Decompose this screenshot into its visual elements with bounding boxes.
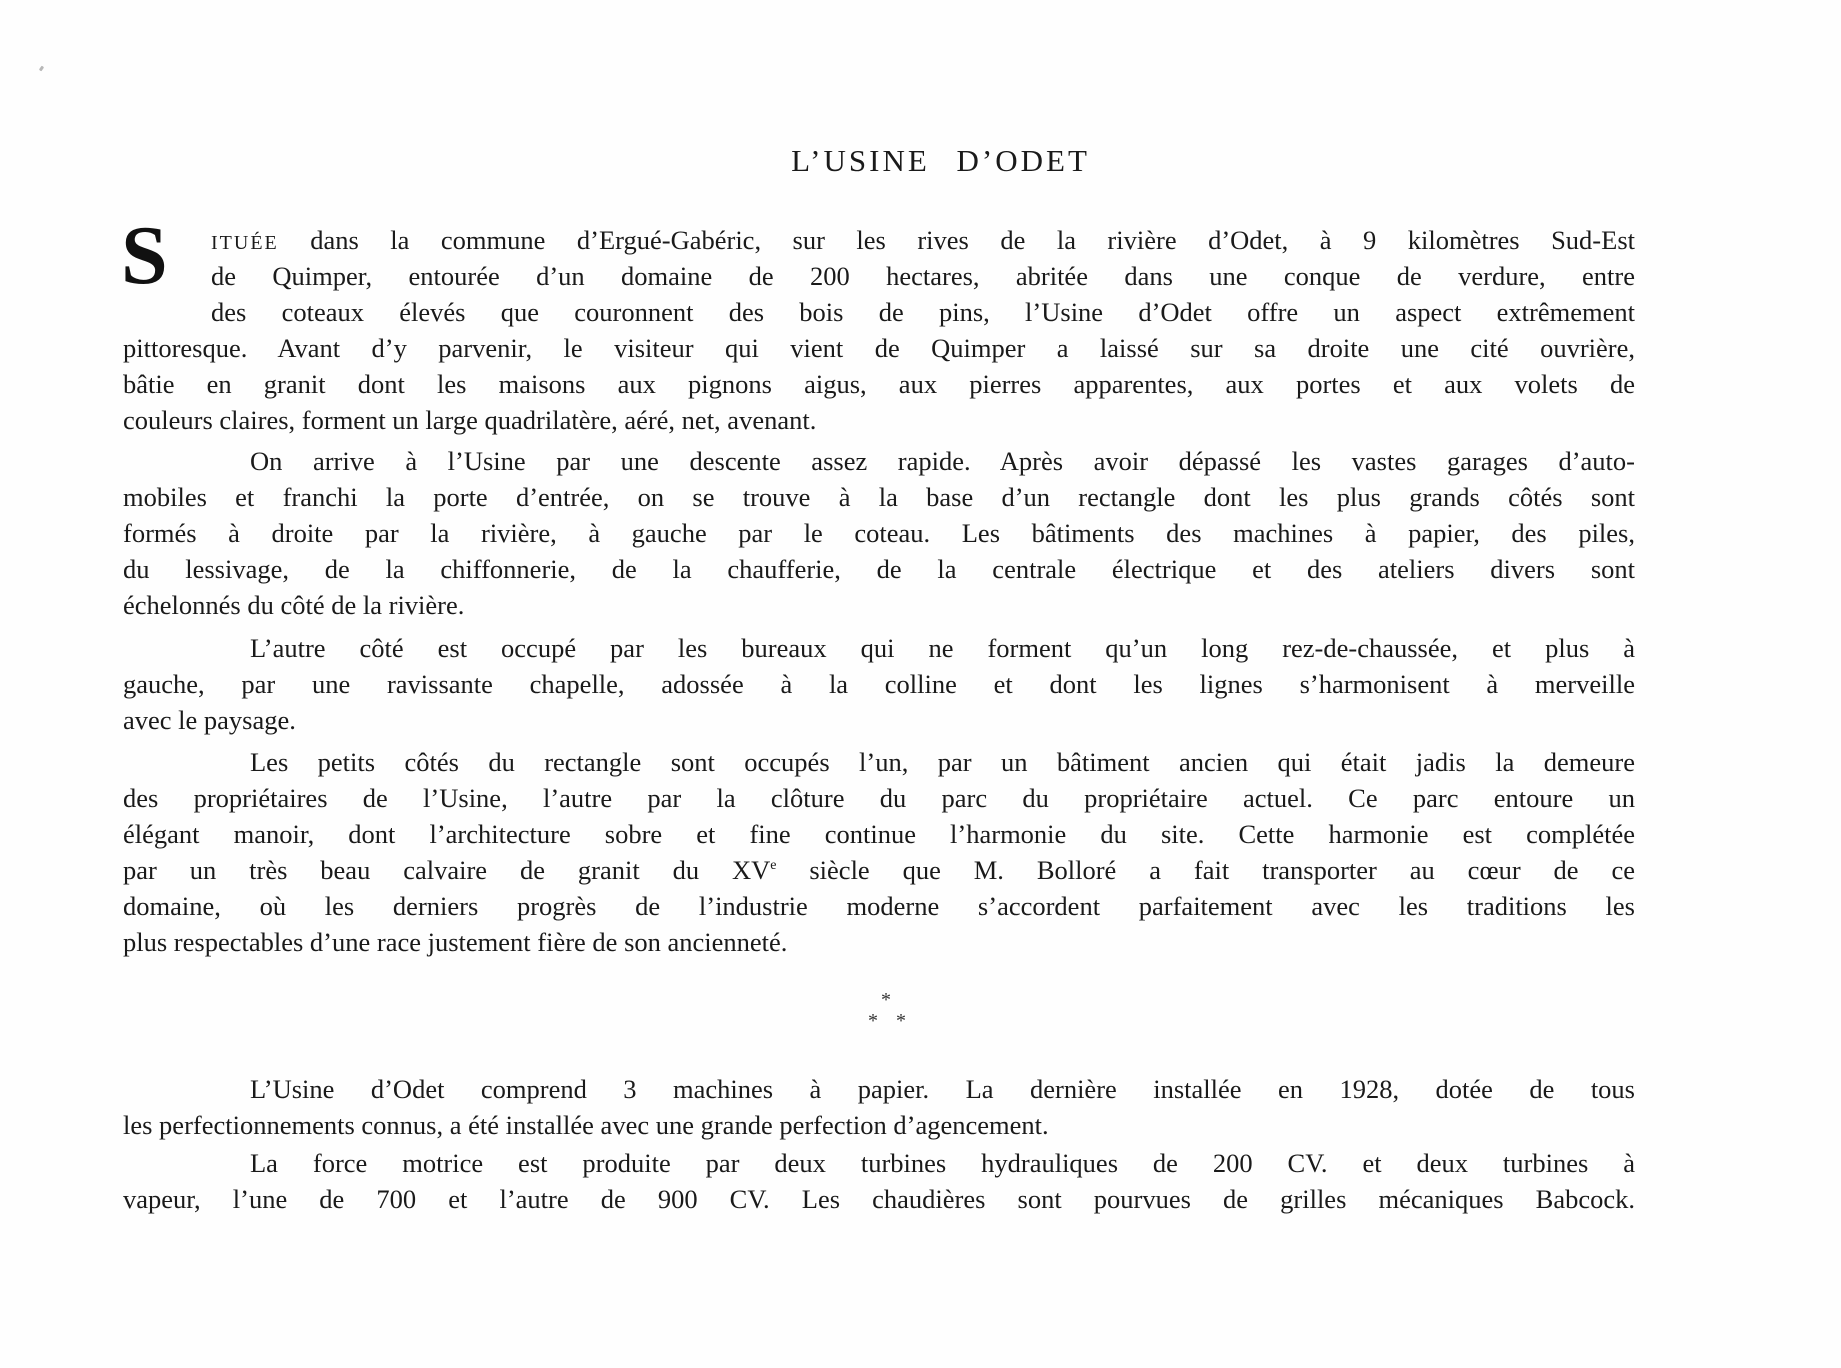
paragraph-line: du lessivage, de la chiffonnerie, de la chaufferie, de la centrale électrique et des ateliers divers sont [123, 554, 1635, 584]
paragraph-line: vapeur, l’une de 700 et l’autre de 900 CV. Les chaudières sont pourvues de grilles mécaniques Babcock. [123, 1184, 1635, 1214]
page-title: L’USINE D’ODET [791, 143, 1090, 178]
paragraph-line: de Quimper, entourée d’un domaine de 200 hectares, abritée dans une conque de verdure, entre [211, 261, 1635, 291]
paragraph-line: les perfectionnements connus, a été installée avec une grande perfection d’agencement. [123, 1110, 1049, 1140]
paragraph-line: Les petits côtés du rectangle sont occupés l’un, par un bâtiment ancien qui était jadis la demeure [250, 747, 1635, 777]
paragraph-line: couleurs claires, forment un large quadrilatère, aéré, net, avenant. [123, 405, 817, 435]
line-text: par un très beau calvaire de granit du XV [123, 855, 771, 885]
paragraph-5 [123, 1071, 1635, 1143]
paragraph-line [123, 222, 1635, 258]
paragraph-line: domaine, où les derniers progrès de l’industrie moderne s’accordent parfaitement avec les traditions les [123, 891, 1635, 921]
asterisk: * [896, 1010, 906, 1032]
asterisk: * [868, 1010, 878, 1032]
paragraph-line: plus respectables d’une race justement fière de son ancienneté. [123, 927, 788, 957]
paragraph-line: des coteaux élevés que couronnent des bois de pins, l’Usine d’Odet offre un aspect extrêmement [211, 297, 1635, 327]
line-text: siècle que M. Bolloré a fait transporter au cœur de ce [776, 855, 1635, 885]
paragraph-line [123, 852, 1635, 888]
paragraph-line: bâtie en granit dont les maisons aux pignons aigus, aux pierres apparentes, aux portes et aux volets de [123, 369, 1635, 399]
paragraph-line: pittoresque. Avant d’y parvenir, le visiteur qui vient de Quimper a laissé sur sa droite une cité ouvrière, [123, 333, 1635, 363]
paragraph-line: élégant manoir, dont l’architecture sobre et fine continue l’harmonie du site. Cette harmonie est complétée [123, 819, 1635, 849]
paragraph-line: La force motrice est produite par deux turbines hydrauliques de 200 CV. et deux turbines à [250, 1148, 1635, 1178]
scan-speck [39, 66, 44, 72]
paragraph-2 [123, 443, 1635, 623]
paragraph-line: formés à droite par la rivière, à gauche par le coteau. Les bâtiments des machines à papier, des piles, [123, 518, 1635, 548]
dropcap-continuation: ITUÉE [211, 232, 279, 254]
paragraph-line: des propriétaires de l’Usine, l’autre par la clôture du parc du propriétaire actuel. Ce parc entoure un [123, 783, 1635, 813]
paragraph-line: échelonnés du côté de la rivière. [123, 590, 465, 620]
paragraph-line: On arrive à l’Usine par une descente assez rapide. Après avoir dépassé les vastes garages d’auto- [250, 446, 1635, 476]
paragraph-line: gauche, par une ravissante chapelle, adossée à la colline et dont les lignes s’harmonisent à merveille [123, 669, 1635, 699]
paragraph-1 [123, 222, 1635, 438]
paragraph-line: L’Usine d’Odet comprend 3 machines à papier. La dernière installée en 1928, dotée de tous [250, 1074, 1635, 1104]
paragraph-6 [123, 1145, 1635, 1217]
paragraph-line: L’autre côté est occupé par les bureaux qui ne forment qu’un long rez-de-chaussée, et plus à [250, 633, 1635, 663]
superscript: e [770, 858, 777, 874]
asterisk: * [881, 989, 891, 1011]
drop-cap: S [121, 209, 168, 302]
paragraph-line: mobiles et franchi la porte d’entrée, on se trouve à la base d’un rectangle dont les plus grands côtés sont [123, 482, 1635, 512]
paragraph-4 [123, 744, 1635, 960]
asterism-separator [868, 990, 918, 1040]
line-text: dans la commune d’Ergué-Gabéric, sur les rives de la rivière d’Odet, à 9 kilomètres Sud-Est [310, 225, 1635, 255]
paragraph-3 [123, 630, 1635, 738]
paragraph-line: avec le paysage. [123, 705, 296, 735]
